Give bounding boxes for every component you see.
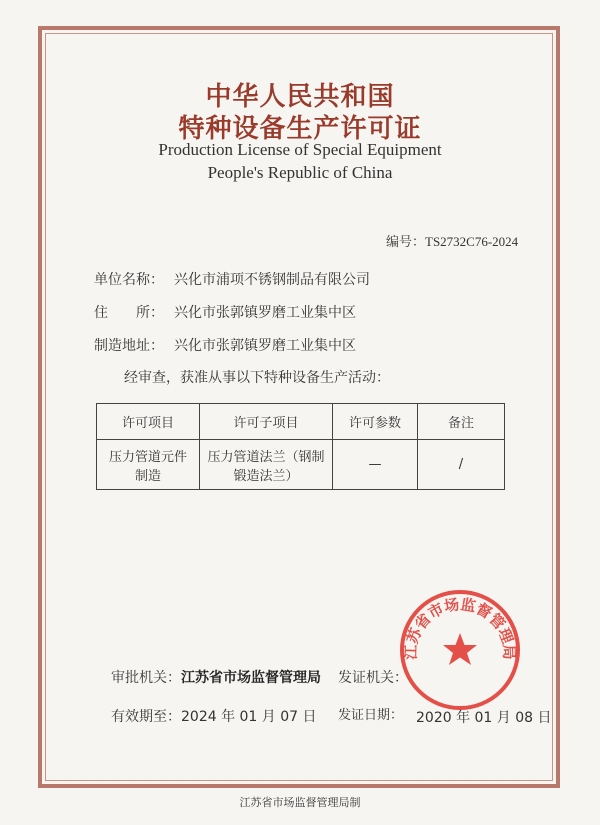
title-en-line1: Production License of Special Equipment xyxy=(158,140,442,159)
valid-until-value: 2024 年 01 月 07 日 xyxy=(181,709,317,725)
unit-value: 兴化市浦项不锈钢制品有限公司 xyxy=(174,272,370,288)
header-license-parameter: 许可参数 xyxy=(333,404,418,440)
header-license-subitem: 许可子项目 xyxy=(200,404,333,440)
unit-label: 单位名称： xyxy=(94,272,164,288)
address-value: 兴化市张郭镇罗磨工业集中区 xyxy=(174,305,356,321)
license-table-header-row xyxy=(97,404,505,440)
certificate-number: 编号：TS2732C76-2024 xyxy=(386,234,519,249)
title-cn-line2: 特种设备生产许可证 xyxy=(178,114,422,144)
footer-issuer: 江苏省市场监督管理局制 xyxy=(239,796,361,809)
header-remarks: 备注 xyxy=(418,404,505,440)
issue-date-label: 发证日期： xyxy=(338,708,404,723)
license-table xyxy=(96,403,505,490)
manufacturing-address-row xyxy=(94,335,356,355)
address-row xyxy=(94,302,356,322)
address-label: 住 所： xyxy=(94,305,164,321)
title-cn-line1: 中华人民共和国 xyxy=(205,82,395,112)
seal-text: 江苏省市场监督管理局 xyxy=(401,595,519,660)
issue-date-value: 2020 年 01 月 08 日 xyxy=(416,710,552,726)
header-license-item: 许可项目 xyxy=(97,404,200,440)
approval-statement: 经审查，获准从事以下特种设备生产活动： xyxy=(124,370,390,386)
cell-remarks: / xyxy=(418,440,505,490)
valid-until-label: 有效期至： xyxy=(111,709,181,725)
cell-license-item: 压力管道元件制造 xyxy=(97,440,200,490)
cell-license-parameter: — xyxy=(333,440,418,490)
approval-authority-label: 审批机关： xyxy=(111,670,181,686)
manufacturing-address-label: 制造地址： xyxy=(94,338,164,354)
approval-authority-value: 江苏省市场监督管理局 xyxy=(181,670,321,686)
table-row xyxy=(97,440,505,490)
valid-until xyxy=(111,706,317,726)
cell-license-subitem: 压力管道法兰（钢制锻造法兰） xyxy=(200,440,333,490)
unit-row xyxy=(94,269,370,289)
official-seal-icon xyxy=(395,585,525,715)
approval-authority xyxy=(111,667,321,687)
manufacturing-address-value: 兴化市张郭镇罗磨工业集中区 xyxy=(174,338,356,354)
title-en-line2: People's Republic of China xyxy=(207,163,393,182)
issuing-authority-label: 发证机关： xyxy=(338,670,408,686)
issue-date xyxy=(338,704,403,723)
